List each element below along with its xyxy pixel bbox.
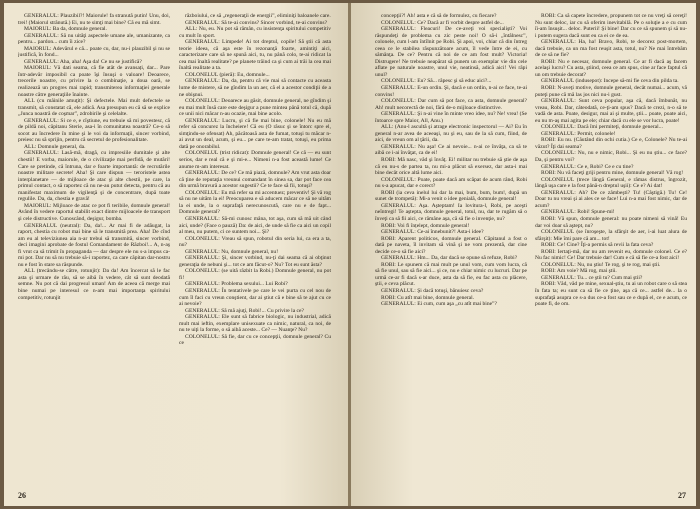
paragraph: GENERALUL: Hm... Da, dar dacă se opune să refuze, Robi?: [381, 255, 518, 262]
left-page-column-1: [18, 13, 170, 483]
paragraph: războiului, ce să „regeneraţii de energii”, eliminiţi baloanele care.: [185, 13, 331, 19]
left-page-column-2: [179, 13, 331, 483]
right-page-column-2: [535, 13, 687, 483]
paragraph: ROBI: Mă nasc, văd şi învăţ. Ei! militar nu trebuie să ştie de aşa că eu nu-s de partea ta, nu mi-a plăcut să exersez, dar asta-i mai bine decât orice altă lume aici.: [375, 157, 527, 177]
paragraph: ROBI: Cu atît mai bine, domnule general.: [381, 294, 475, 301]
paragraph: GENERALUL: Lucru, şi că fie mai bine, colonele! Nu eu mă refer să concurez la încheiere! Că eu (O răsuc şi se întorc spre el, simţindu-se ofensat) Ah, păcătoasă asta de fumat, totuşi tu măcar n-ai avut un deal, acum, şi eu... pe care te-am tratat, totuşi, eu prima dată pe onorabilul.: [179, 117, 331, 150]
paragraph: ALL: (Anu-l ascultă şi atrage electronic inspectorul — Ai? Eu în general n-ar avea de aceeaşi, nu şi eu, sau de la să cum, fiind, de aici, de vreun om al ţării, da.: [375, 124, 527, 144]
paragraph: COLONELUL: (se uită răzbit la Robi.) Domnule general, nu pot fi!: [179, 268, 331, 281]
paragraph: COLONELUL: Dacă îmi permiteţi, domnule general...: [541, 124, 663, 131]
paragraph: GENERALUL (indusepot): Incepe să-mi fie ceva din pilda ta.: [541, 78, 679, 85]
paragraph: GENERALUL: Permit, colonele!: [541, 130, 616, 137]
paragraph: ROBI: Eu nu. (Căutând din ochi cutia.) Ce e, Colonele? Nu te-ai văzut? Îţi dai seama?: [535, 137, 687, 150]
paragraph: COLONELUL: Dar cum să pot face, ca asta, domnule general? Ah! mult necorectă de noi, fără de-o mijloace distinctive.: [375, 98, 527, 111]
left-page: [4, 3, 349, 506]
paragraph: GENERALUL: E-un ordin. Şi, dacă e un ordin, n-ai ce face, te-ai convins!: [375, 85, 527, 98]
paragraph: ROBI: Aparent politicos, domnule general. Căpitanul a fost o dată pe naveta, îl invitam să vină şi ne vom prezentă, dar cine decide ce-o să fie aici?: [375, 235, 527, 255]
paragraph: ALL (trecându-se către, rotunjit): Da da! Am încercat să le fac asta şi urmare de rău, să se aibă în vedere, cât să sunt deodată semne. Nu pot că dai progresul uman! Am de aceea că merge mai bine numai pe interesul ce n-am mai importanţa spiritului competitiv, rotunjit: [18, 268, 170, 301]
paragraph: GENERALUL: Şi dacă totuşi, bănuiesc ceva?: [381, 287, 484, 294]
paragraph: GENERALUL: De ce? Ce mă piază, domnule? Am vrut asta doar că ţine de reputaţia vreunui comandant în sinea sa, dar pot face cea din urmă bravură a acestor sugestii? Ce te face să fii, totuşi?: [179, 170, 331, 190]
paragraph: COLONELUL (trece lângă General, e rămas distrus, îngrozit, lângă uşa care e la fost până-n dreptul uşii): Ce e? Ai dat!: [535, 176, 687, 190]
paragraph: GENERALUL: Problema sexului... Lui Robi?: [185, 281, 288, 288]
paragraph: COLONELUL: Poate, poate dacă am scăpat de acum rând, Robi nu s-a apucat, dar e corect?: [375, 176, 527, 190]
paragraph: GENERALUL: Da, da, pentru că vie mai să contacte cu aceasta lume de mistere, să ne gîndim la un aer, că el a acestor condiţii de a ne obişnui.: [179, 78, 331, 98]
paragraph: COLONELUL: Eu mă refer sa mi accentuez; preventiv! Şi vă rog să nu ne uităm la ei! Preocuparea e să aducem măcar ce să ne uităm la ei unde, la o suprafaţă nerecunoscută, care nu e de fapt... Domnule general?: [179, 189, 331, 216]
paragraph: GENERALUL: Şi n-ai vine în minte vreo idee, nu? Ne! vrea! (Se întoarce spre Maior, All, Anu.): [375, 111, 527, 124]
paragraph: GENERALUL: Să-mi cunosc mâna, tot aşa, cum să mă uit când aici, unde? (Face o pauză) Da: de aici, de unde să fie ca aici un copil al meu, nu putem, ci ce suntem noi... Şi?: [179, 215, 331, 236]
paragraph: GENERALUL: Tu... ce ştii tu? Cum mai ştii?: [541, 274, 643, 281]
paragraph: ROBI (ia ceva inelul lui dar la mai, bum, bum, bum!, după un sunet de trompetă): Mi-a venit o idee genială, domnule general!: [375, 189, 527, 203]
paragraph: ALL (cu mâinile amuţit): Şi defectele. Mai mult defectele se transmit, să constatat că, ele adică. Asa presupun eu că să se explice „Junca noastră de coşmar”, zdrobirile şi celelalte.: [18, 98, 170, 118]
paragraph: COLONELUL (trist ridicat): Domnule general! Ce că — eu sunt serios, dar e real că e şi mi-e... Nimeni n-a fost această lume! Ce anume m-am interesat.: [179, 150, 331, 170]
paragraph: GENERALUL: Ele sunt să fabrice biologic, nu industrial, adică mult mai ieftin, exemplare unisexuate ca nimic, natural, ca noi, de nu te uiţi la forme, o să aibă aceste... Ce? — Nuanţe? Nu?: [179, 314, 331, 334]
paragraph: GENERALUL: Ce e, Robi? Ce e cu tine?: [541, 163, 634, 170]
paragraph: GENERALUL: Robi! Spune-mi!: [541, 209, 615, 216]
page-number-left: 26: [18, 491, 26, 500]
paragraph: GENERALUL: Nu, domnule general, nu!: [185, 248, 279, 255]
paragraph: ROBI: Ce! Cine? Îţi-a permis să revii la fata ceva?: [541, 242, 654, 249]
paragraph: ROBI: Nu e necesar, domnule general. Ce ar fi dacă aş facem acelaşi lucru? Cu asta, ştiind, ceea ce am spus, cine ar face faptul că un om trebuie decorat?: [535, 58, 687, 78]
paragraph: ROBI: Am voie? Mă rog, mai ştii.: [541, 268, 617, 275]
paragraph: GENERALUL: Şi, sincer vorbind, nu-ţi dai seama că ai obţinut generaţia de nebuni şi... tot ce am făcut-o? Nu? Tot eu sunt ăsta?: [179, 255, 331, 268]
paragraph: concepţii?! Ah! asta e că să de formulez, cu fiecare?: [381, 13, 497, 19]
paragraph: COLONELUL: Deoarece au găsit, domnule general, ne gîndim şi eu mai mult însă care este deşigur a pune mintea până totul că, după ce unii nici măcar n-au ocazie, mai bine acolo.: [179, 98, 331, 118]
paragraph: GENERALUL: Aşa. Aşteptam! Ia lovitura-l, Robi, pe aceşti neîntregi! Te aştepta, domnule general, totul, nu, dar te rugăm să o înveţi ca să fii aici, ce rămâne aşa, că să fie o invenţie, nu?: [375, 202, 527, 222]
paragraph: ROBI: Le spunem că mai mult pe unul vom, cum vom lucra, că să fie unul, sau să fie aici... şi ce, nu e chiar nimic cu lucruri. Dar pe urmă ce-ar fi dacă s-ar duce, asta da să fie, eu fac asta cu plăcere, ştii, e ceva plăcut.: [375, 261, 527, 288]
paragraph: ALL: Nu, eu. Nu pot să rămân, cu insistenţa spiritului competitiv cu mult în sport.: [179, 26, 331, 39]
paragraph: MAIORUL: Vă dati seama, că fie atât de avansați, dar... Pare într-adevăr imposibil ca poate îşi însuşi o valoare! Deoarece, trecerile noastre, cu privire la o combinaţie, a doua oară, se realizează un progres mai rapid; transmiterea informaţiei generale noastre către generaţiile înainte.: [18, 65, 170, 98]
paragraph: MAIORUL: Adevărul e că... poate cu, dar, nu-i plauzibil şi nu se justifică, în fond...: [18, 45, 170, 59]
right-page: [351, 3, 696, 506]
paragraph: COLONELUL (se înroşeşte, la sfârşit de aer, i-ai luat alura de sfârşit): Mie îmi pare că am... tot!: [535, 229, 687, 242]
paragraph: COLONELUL: Să fie, dar cu ce concepţii, domnule general? Cu ce: [179, 333, 331, 347]
paragraph: GENERALUL: Ei cum, cum aşa „cu atît mai bine”?: [381, 301, 497, 308]
paragraph: COLONELUL: Vreau să spun, robotul din seria lui, ca era a ta, nu?: [179, 235, 331, 249]
paragraph: ROBI: Voi fi înțelept, domnule general!: [381, 222, 470, 229]
paragraph: GENERALUL: Sunt ceva popular, aşa că, dacă îmbunăt, nu vreau, Robi. Dar, câteodată, ce-ţi-am spus? Dacă te crezi, n-o să te vadă de asta. Poate, desigur, mai ai şi multe, ştii... poate, poate aici, eu nu m-aş mai agita pe ele; chiar dacă cu ele se vor lucra, poate!: [535, 98, 687, 124]
paragraph: GENERALUL: În tentativele pe care le vei purta cu cel nou de cum îl faci cu vreun conştient, dar ai ştiut că e bine să te ajut cu ce ai nevoie?: [179, 287, 331, 308]
paragraph: GENERALUL: Lasă-mă, dragă, cu impresiile dumitale şi alte chestii! E vorba, maiorule, de o civilizaţie mai perfidă, de mutări! Care se pretinde, că întruna, dar e foarte importantă: de recrutările noastre militare secrete! Aha! Şi care dispun — teroristele astea interplanetare — de mijloace de atac şi alte chestii, pe care, la primul contact, o să raportez că nu ne-au putut detecta, pentru că au manifestat maximum de vigilenţă şi de concentrare, după toate regulile. Da, da, chestia e gravă!: [18, 150, 170, 203]
paragraph: COLONELUL: Nu, nu ştiu! Te rog, şi te rog, mai ştii.: [541, 261, 661, 268]
paragraph: MAIORUL: Ba da, domnule general.: [24, 26, 107, 33]
paragraph: COLONELUL: Nu, nu e nimic, Robi... Şi eu nu ştiu... ce face? Da, şi pentru voi?: [535, 150, 687, 164]
paragraph: COLONELUL: Eu? Să... răpesc şi să educ aici?...: [381, 78, 492, 85]
paragraph: GENERALUL: Să mă ajuţi, Robi!... Cu privire la ce?: [185, 307, 304, 314]
paragraph: COLONELUL (pieră): Eu, domnule...: [185, 71, 270, 78]
paragraph: GENERALUL (neutral): Da, da!... Ar mai fi de adăugat, la raport, chestia cu robot mai bine să le transmită prea. Aha! De cînd am eu al televiziunea aia n-ar trebui să transmită, sincer vorbind, deci imagini aprobate de fostul Comandament de Război!... A, n-aş fi vrut ca să trimit în propaganda — dar despre ele nu s-a impus ca-mi pot. Dar nu să nu trebuie să-i raportez, ca care căpitan dar-nostru nu e fost în stare sa răspunde.: [18, 222, 170, 268]
paragraph: ROBI: Iertaţi-mă, dar nu am revenit eu, domnule colonel. Ce e? Nu fac nimic! Ce! Dar trebuie dar! Cum e că să fie ce-a fost aici!: [535, 248, 687, 262]
paragraph: ROBI: N-aveţi motive, domnule general, decât numai... acum, vă puteţi pune că mă las jos nici nu-i gust.: [535, 85, 687, 98]
paragraph: GENERALUL: Aha, aha! Aşa da! Ce nu se justifică?: [24, 58, 142, 65]
paragraph: GENERALUL: Limpede! Ai tot dreptul, copile! Să ştii că asta teorie ideea, că aşa este în rezonanţă foarte, amintiţi aici, caracterizare care să ne spună aici, tu, nu până colo, te-ai ridicat la cea mai înaltă realitate? pe planete trăind ca şi cum ai trăi la cea mai înaltă realitate a ta.: [179, 39, 331, 72]
paragraph: GENERALUL: Nu aşa! Ce ai nevoie... n-ai ce învăţa, ca să te aibă ce i-ai învăţat, ca de ei!: [375, 143, 527, 157]
page-number-right: 27: [678, 491, 686, 500]
paragraph: ROBI: Ca să capete încredere, propunem tot ce nu vreţi să cereţi! Nu sunt deloc, iar cu să oferim inevitabilă. Pe o soluţie a e cu cum îi-am însuşit... deloc. Puterii! Şi bine! Dar cu ce să spunem şi să nu-i putem sugera dacă sunt eu ca ei ce de ea.: [535, 13, 687, 39]
paragraph: GENERALUL: Ah? De ce zâmbeşti? Tu! (Câştigă.) Tu! Ce! Doar tu nu vreai şi ai ales ce se face! Lui n-a mai fost nimic, dar de acum?: [535, 189, 687, 209]
paragraph: ROBI: Nu vă faceţi griji pentru mine, domnule general! Vă rog!: [541, 170, 684, 177]
right-page-column-1: [375, 13, 527, 483]
paragraph: COLONELUL: Ce? Dacă ar fi vorbit despre astfel de...: [381, 19, 504, 26]
paragraph: ALL: Domnule general, da.: [24, 143, 86, 150]
book-spread: [4, 3, 696, 506]
paragraph: GENERALUL: Să te-ai convins? Sincer vorbind, te-ai convins?: [185, 19, 328, 26]
paragraph: GENERALUL: Ce-ai înnebunit?! Asta-i idee?: [381, 229, 484, 236]
paragraph: GENERALUL: Plauzibil?! Maiorule! fa stranută putin! Unu, doi, trei! (Maiorul strănută.) Ei, nu te simţi mai bine? Că eu mă simt.: [18, 13, 170, 26]
paragraph: ROBI: Vă spun, domnule general: nu poate nimeni să vină! Eu dar voi doar să aştept, nu?: [535, 215, 687, 229]
paragraph: ROBI: Văd, văd pe mine, sexual-ştiu, tu ai un robot care o să stea în fata ta; eu sunt ca să fie ce ţine, aşa că ce... astfel de... la o suprafaţă asupra ce s-a dus ce-a fost sau ce e după el, ce e acum, ce poate fi, de om.: [535, 281, 687, 308]
paragraph: MAIORUL: Mijloace de atac ce pot fi teribile, domnule general! Având în vedere raportul stabilit exact dintre mijloacele de transport şi cele distructive. Cunoscând, deşigur, bomba.: [18, 202, 170, 222]
paragraph: GENERALUL: Si ce e, e cîştiune, eu trebuie să mi povestesc, că de pildă noi, căpitanu Sterie, asa-i în comunitatea noastră? Ce-o să socot au încredere în mine şi le voi da informaţii, sincer vorbind, preiesc nu să sprijin, pentru că secretul de profesionalitate.: [18, 117, 170, 144]
paragraph: GENERALUL: Ha, ha! Bravo, Robi, te decorez post-mortem, dacă trebuie, ca un ma fost reuşit asta, totul, nu? Ne mai întrebăm de ce să ne fie?: [535, 39, 687, 59]
paragraph: GENERALUL: Fleacuri! De ce-aveţi voi specialişti? Voi răspundeţi de problema cu zic peste noi! O să-i „întâlnesc”, colonele, cum l-am întîlnit pe Robi. Şi apoi, voi, chiar că din întreg ceea ce le stabilea răspunzătoare acum, îl vede între de ei, cu sămânţa. De ce? Pentru că noi de ce am fost mult? Victoria! Distrugere! Ne trebuie neapărat să punem un exemplar vie din cele aflate pe naturale noastre, unul vie, neatinsă, adică aici! Vei răpi unul?: [375, 26, 527, 78]
paragraph: GENERALUL: Să nu uităţi aspectele umane ale, umanizante, ca pentru... pardon... cum îi zice?: [18, 32, 170, 46]
